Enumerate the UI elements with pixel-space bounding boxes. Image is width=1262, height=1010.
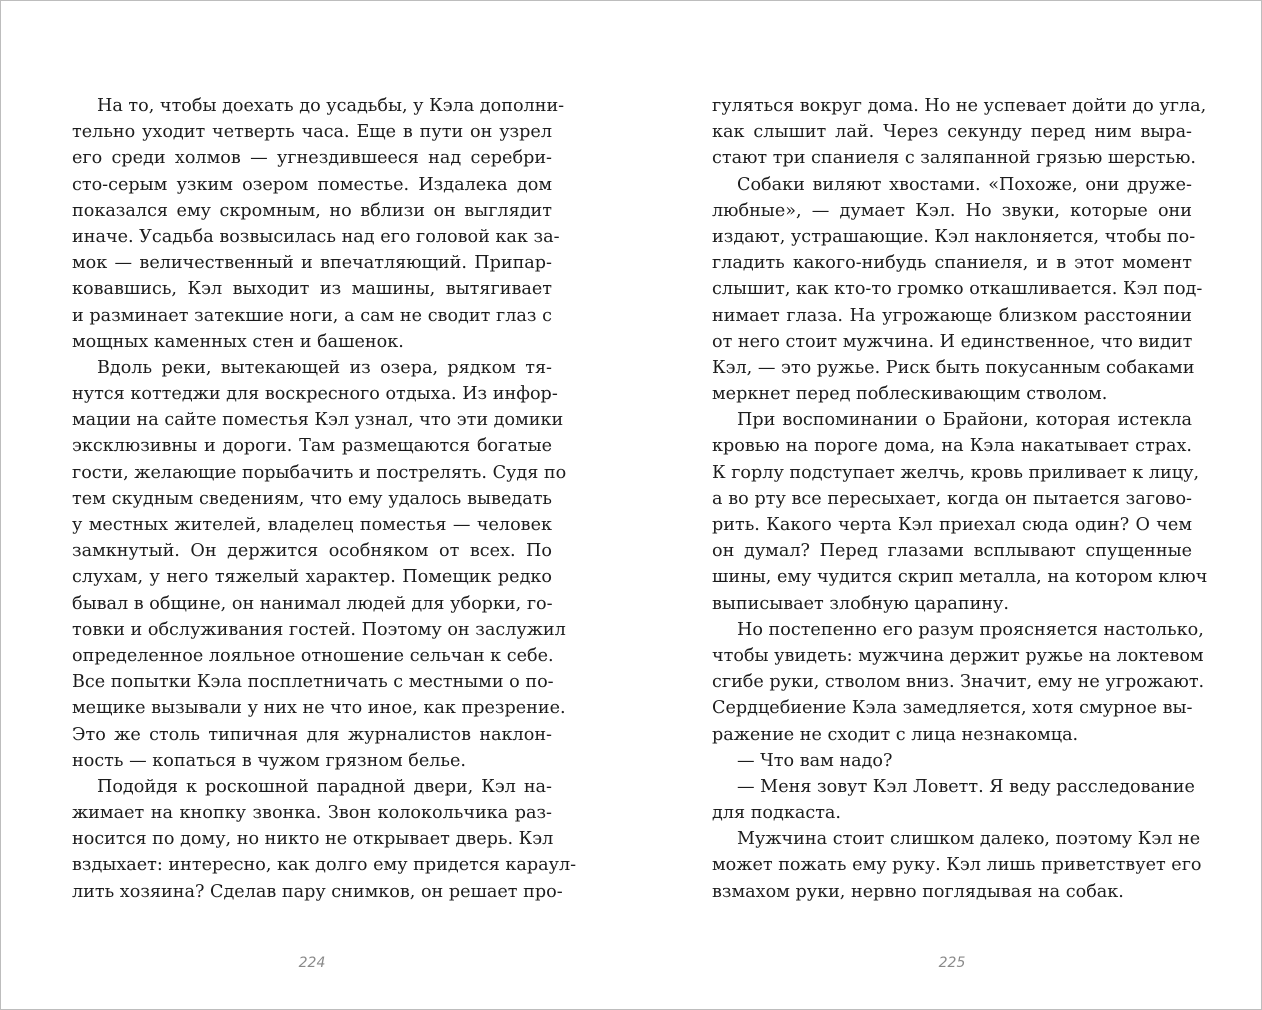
text-line: может пожать ему руку. Кэл лишь приветствует его: [712, 855, 1202, 876]
text-line: На то, чтобы доехать до усадьбы, у Кэла дополни-: [97, 96, 565, 116]
text-line: стают три спаниеля с заляпанной грязью шерстью.: [712, 148, 1196, 169]
text-line: сгибе руки, стволом вниз. Значит, ему не угрожают.: [712, 672, 1205, 693]
text-line: мации на сайте поместья Кэл узнал, что эти домики: [72, 410, 564, 431]
text-line: ность — копаться в чужом грязном белье.: [72, 750, 466, 771]
text-line: выписывает злобную царапину.: [712, 593, 1009, 614]
text-line: издают, устрашающие. Кэл наклоняется, чтобы по-: [712, 226, 1196, 247]
text-line: рить. Какого черта Кэл приехал сюда один? О чем: [712, 515, 1192, 535]
text-line: Сердцебиение Кэла замедляется, хотя смурное вы-: [712, 698, 1193, 719]
text-line: любные», — думает Кэл. Но звуки, которые они: [712, 200, 1192, 221]
text-line: товки и обслуживания гостей. Поэтому он заслужил: [72, 619, 566, 640]
text-line: вздыхает: интересно, как долго ему придется караул-: [72, 855, 577, 876]
text-line: он думал? Перед глазами всплывают спущенные: [712, 541, 1192, 562]
left-page-text: [72, 93, 577, 905]
text-line: взмахом руки, нервно поглядывая на собак.: [712, 881, 1124, 902]
text-line: Все попытки Кэла посплетничать с местными о по-: [72, 672, 554, 693]
text-line: меркнет перед поблескивающим стволом.: [712, 384, 1108, 405]
text-line: гладить какого-нибудь спаниеля, и в этот момент: [712, 253, 1192, 274]
text-line: бывал в общине, он нанимал людей для уборки, го-: [72, 593, 553, 614]
text-line: лить хозяина? Сделав пару снимков, он решает про-: [72, 881, 563, 902]
text-line: носится по дому, но никто не открывает дверь. Кэл: [72, 829, 554, 850]
text-line: слышит, как кто-то громко откашливается. Кэл под-: [712, 279, 1203, 300]
text-line: ражение не сходит с лица незнакомца.: [712, 724, 1079, 745]
text-line: кровью на пороге дома, на Кэла накатывает страх.: [712, 436, 1192, 457]
dialogue-line: — Что вам надо?: [737, 750, 893, 771]
text-line: его среди холмов — угнездившееся над серебри-: [72, 148, 552, 169]
text-line: Мужчина стоит слишком далеко, поэтому Кэл не: [737, 829, 1201, 850]
text-line: ковавшись, Кэл выходит из машины, вытягивает: [72, 279, 552, 300]
text-line: как слышит лай. Через секунду перед ним выра-: [712, 122, 1192, 143]
dialogue-line: — Меня зовут Кэл Ловетт. Я веду расследование: [737, 776, 1195, 797]
text-line: чтобы увидеть: мужчина держит ружье на локтевом: [712, 645, 1204, 666]
text-line: у местных жителей, владелец поместья — человек: [72, 515, 552, 535]
text-line: Кэл, — это ружье. Риск быть покусанным собаками: [712, 357, 1195, 378]
text-line: жимает на кнопку звонка. Звон колокольчика раз-: [72, 803, 552, 824]
text-line: тельно уходит четверть часа. Еще в пути он узрел: [72, 122, 552, 143]
text-line: мок — величественный и впечатляющий. Припар-: [72, 253, 552, 274]
text-line: Вдоль реки, вытекающей из озера, рядком тя-: [97, 357, 552, 378]
text-line: определенное лояльное отношение сельчан к себе.: [72, 645, 554, 666]
text-line: мещике вызывали у них не что иное, как презрение.: [72, 698, 566, 719]
text-line: При воспоминании о Брайони, которая истекла: [737, 410, 1192, 431]
right-page-text: [712, 93, 1208, 905]
text-line: и разминает затекшие ноги, а сам не сводит глаз с: [72, 305, 552, 326]
text-line: К горлу подступает желчь, кровь приливает к лицу,: [712, 462, 1200, 483]
text-line: показался ему скромным, но вблизи он выглядит: [72, 200, 552, 221]
text-line: замкнутый. Он держится особняком от всех. По: [72, 541, 552, 562]
text-line: сто-серым узким озером поместье. Издалека дом: [72, 174, 552, 195]
text-line: от него стоит мужчина. И единственное, что видит: [712, 331, 1193, 352]
dialogue-line: для подкаста.: [712, 803, 842, 824]
text-line: мощных каменных стен и башенок.: [72, 331, 404, 352]
text-line: шины, ему чудится скрип металла, на котором ключ: [712, 567, 1208, 588]
text-line: нимает глаза. На угрожающе близком расстоянии: [712, 305, 1192, 326]
text-line: а во рту все пересыхает, когда он пытается загово-: [712, 488, 1192, 509]
text-line: гости, желающие порыбачить и пострелять. Судя по: [72, 462, 567, 483]
text-line: эксклюзивны и дороги. Там размещаются богатые: [72, 436, 552, 457]
right-page-number: 225: [938, 955, 966, 971]
text-line: слухам, у него тяжелый характер. Помещик редко: [72, 567, 552, 588]
text-line: Но постепенно его разум проясняется настолько,: [737, 619, 1204, 640]
text-line: нутся коттеджи для воскресного отдыха. Из инфор-: [72, 384, 558, 405]
text-line: иначе. Усадьба возвысилась над его головой как за-: [72, 226, 560, 247]
text-line: тем скудным сведениям, что ему удалось выведать: [72, 488, 552, 509]
text-line: Подойдя к роскошной парадной двери, Кэл на-: [97, 776, 552, 797]
text-line: Это же столь типичная для журналистов наклон-: [72, 724, 552, 745]
left-page-number: 224: [298, 955, 326, 971]
text-line: гуляться вокруг дома. Но не успевает дойти до угла,: [712, 96, 1207, 116]
text-line: Собаки виляют хвостами. «Похоже, они друже-: [737, 174, 1192, 195]
